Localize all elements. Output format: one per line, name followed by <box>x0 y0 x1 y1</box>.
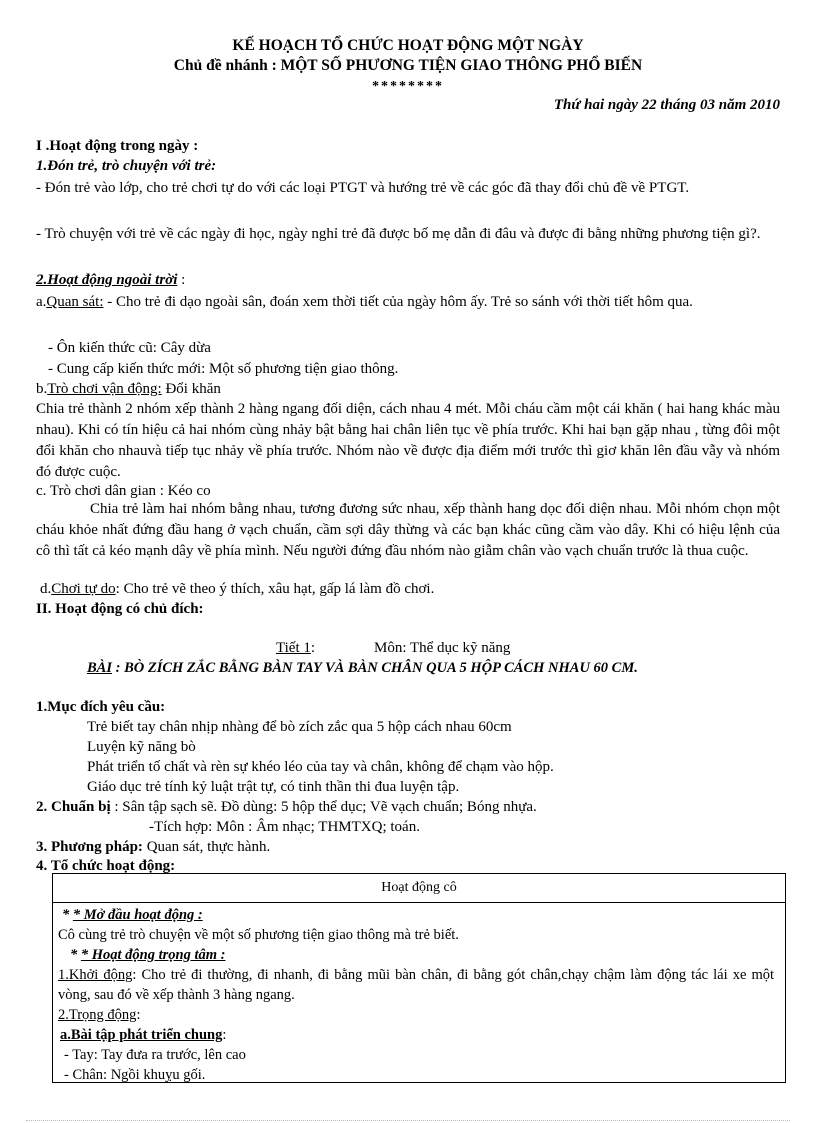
section2-heading: II. Hoạt động có chủ đích: <box>36 601 204 617</box>
part2-heading-tail: : <box>177 272 186 288</box>
free-play-label: Chơi tự do <box>51 581 116 597</box>
observation-paragraph <box>36 291 780 313</box>
integration-line: -Tích hợp: Môn : Âm nhạc; THMTXQ; toán. <box>149 819 420 835</box>
goal-item: Phát triển tố chất và rèn sự khéo léo của tay và chân, không để chạm vào hộp. <box>87 759 554 775</box>
main-part-line <box>58 1005 140 1025</box>
lesson-title-label: BÀI <box>87 660 112 676</box>
goal-item: Luyện kỹ năng bò <box>87 739 196 755</box>
new-knowledge: - Cung cấp kiến thức mới: Một số phương tiện giao thông. <box>48 361 399 377</box>
lesson-title <box>87 658 638 678</box>
stars-divider: ******** <box>372 79 444 94</box>
activity-table <box>52 873 786 1083</box>
main-part-label: 2.Trọng động <box>58 1007 137 1023</box>
opening-label: * Mở đầu hoạt động : <box>72 907 203 923</box>
opening-heading: * * Mở đầu hoạt động : <box>62 907 203 923</box>
warmup-text: : Cho trẻ đi thường, đi nhanh, đi bằng mũi bàn chân, đi bằng gót chân,chạy chậm làm động tác lái xe một vòng, sau đó về xếp thành 3 hàng ngang. <box>58 967 775 1003</box>
part2-heading: 2.Hoạt động ngoài trời <box>36 272 178 288</box>
table-body <box>58 903 780 1082</box>
page-bottom-divider <box>26 1120 790 1121</box>
method-line <box>36 837 270 857</box>
goal-item: Trẻ biết tay chân nhịp nhàng để bò zích zắc qua 5 hộp cách nhau 60cm <box>87 719 512 735</box>
review-knowledge: - Ôn kiến thức cũ: Cây dừa <box>48 340 211 356</box>
method-text: Quan sát, thực hành. <box>142 839 271 855</box>
goals-heading: 1.Mục đích yêu cầu: <box>36 699 166 715</box>
observation-prefix: a. <box>36 294 47 310</box>
goal-item: Giáo dục trẻ tính kỷ luật trật tự, có tinh thần thi đua luyện tập. <box>87 779 460 795</box>
part1-paragraph-1: - Đón trẻ vào lớp, cho trẻ chơi tự do với các loại PTGT và hướng trẻ về các góc đã thay đổi chủ đề về PTGT. <box>36 180 690 196</box>
organization-heading: 4. Tổ chức hoạt động: <box>36 858 176 874</box>
warmup-paragraph <box>58 965 774 1005</box>
free-play-prefix: d. <box>40 581 52 597</box>
method-label: 3. Phương pháp: <box>36 839 143 855</box>
section1-heading: I .Hoạt động trong ngày : <box>36 138 199 154</box>
observation-label: Quan sát: <box>46 294 104 310</box>
legs-exercise: - Chân: Ngồi khuỵu gối. <box>64 1067 206 1083</box>
game-b-prefix: b. <box>36 381 48 397</box>
game-b-description: Chia trẻ thành 2 nhóm xếp thành 2 hàng ngang đối diện, cách nhau 4 mét. Mỗi cháu cầm một cái khăn ( hai hang khác màu nhau). Khi có tín hiệu cả hai nhóm cùng nhảy bật bằng hai chân liên tục về phía trước. Khi hai bạn gặp nhau , từng đôi một đổi khăn cho nhauvà tiếp tục nhảy về phía trước. Nhóm nào về được địa điểm mới trước thì giơ khăn lên đầu vẫy và nhóm đó được cuộc. <box>36 401 780 480</box>
game-c-description: Chia trẻ làm hai nhóm bằng nhau, tương đương sức nhau, xếp thành hang dọc đối diện nhau. Mỗi nhóm chọn một cháu khỏe nhất đứng đầu hang ở vạch chuẩn, cầm sợi dây thừng và các bạn khác cũng cầm vào dây. Khi có hiệu lệnh của cô thì tất cả kéo mạnh dây về phía mình. Nếu người đứng đầu nhóm nào giẫm chân vào vạch chuẩn trước là thua cuộc. <box>36 501 780 559</box>
lesson-colon: : <box>310 640 316 656</box>
topic-line <box>0 56 816 76</box>
opening-text: Cô cùng trẻ trò chuyện về một số phương tiện giao thông mà trẻ biết. <box>58 927 459 943</box>
exercise-label: a.Bài tập phát triển chung <box>60 1027 223 1043</box>
preparation-text: : Sân tập sạch sẽ. Đồ dùng: 5 hộp thể dục; Vẽ vạch chuẩn; Bóng nhựa. <box>110 799 537 815</box>
document-title: KẾ HOẠCH TỔ CHỨC HOẠT ĐỘNG MỘT NGÀY <box>232 37 584 54</box>
arms-exercise: - Tay: Tay đưa ra trước, lên cao <box>64 1047 246 1063</box>
game-b-heading <box>36 379 221 399</box>
game-b-label: Trò chơi vận động: <box>47 381 162 397</box>
part2-heading-line <box>36 270 185 290</box>
lesson-subject: Môn: Thể dục kỹ năng <box>374 640 511 656</box>
topic-label: Chủ đề nhánh <box>173 57 268 74</box>
exercise-line <box>60 1025 226 1045</box>
free-play-line <box>40 579 434 599</box>
warmup-label: 1.Khởi động <box>58 967 133 983</box>
game-b-name: Đổi khăn <box>161 381 221 397</box>
exercise-tail: : <box>222 1027 227 1043</box>
observation-text: - Cho trẻ đi dạo ngoài sân, đoán xem thời tiết của ngày hôm ấy. Trẻ so sánh với thời tiết hôm qua. <box>103 294 693 310</box>
free-play-text: : Cho trẻ vẽ theo ý thích, xâu hạt, gấp lá làm đồ chơi. <box>115 581 435 597</box>
topic-text: : MỘT SỐ PHƯƠNG TIỆN GIAO THÔNG PHỔ BIẾN <box>267 57 643 74</box>
core-heading: * * Hoạt động trọng tâm : <box>70 947 226 963</box>
table-header: Hoạt động cô <box>53 874 785 903</box>
lesson-label: Tiết 1 <box>276 640 311 656</box>
game-c-heading: c. Trò chơi dân gian : Kéo co <box>36 483 211 499</box>
preparation-line <box>36 797 537 817</box>
lesson-line <box>276 638 315 658</box>
main-part-tail: : <box>136 1007 141 1023</box>
part1-paragraph-2: - Trò chuyện với trẻ về các ngày đi học, ngày nghỉ trẻ đã được bố mẹ dẫn đi đâu và được đi bằng những phương tiện gì?. <box>36 226 761 242</box>
lesson-title-text: : BÒ ZÍCH ZẮC BẰNG BÀN TAY VÀ BÀN CHÂN QUA 5 HỘP CÁCH NHAU 60 CM. <box>112 660 638 676</box>
part1-heading: 1.Đón trẻ, trò chuyện với trẻ: <box>36 158 217 174</box>
date-line: Thứ hai ngày 22 tháng 03 năm 2010 <box>553 97 780 113</box>
preparation-label: 2. Chuẩn bị <box>36 799 111 815</box>
core-label: * Hoạt động trọng tâm : <box>80 947 226 963</box>
